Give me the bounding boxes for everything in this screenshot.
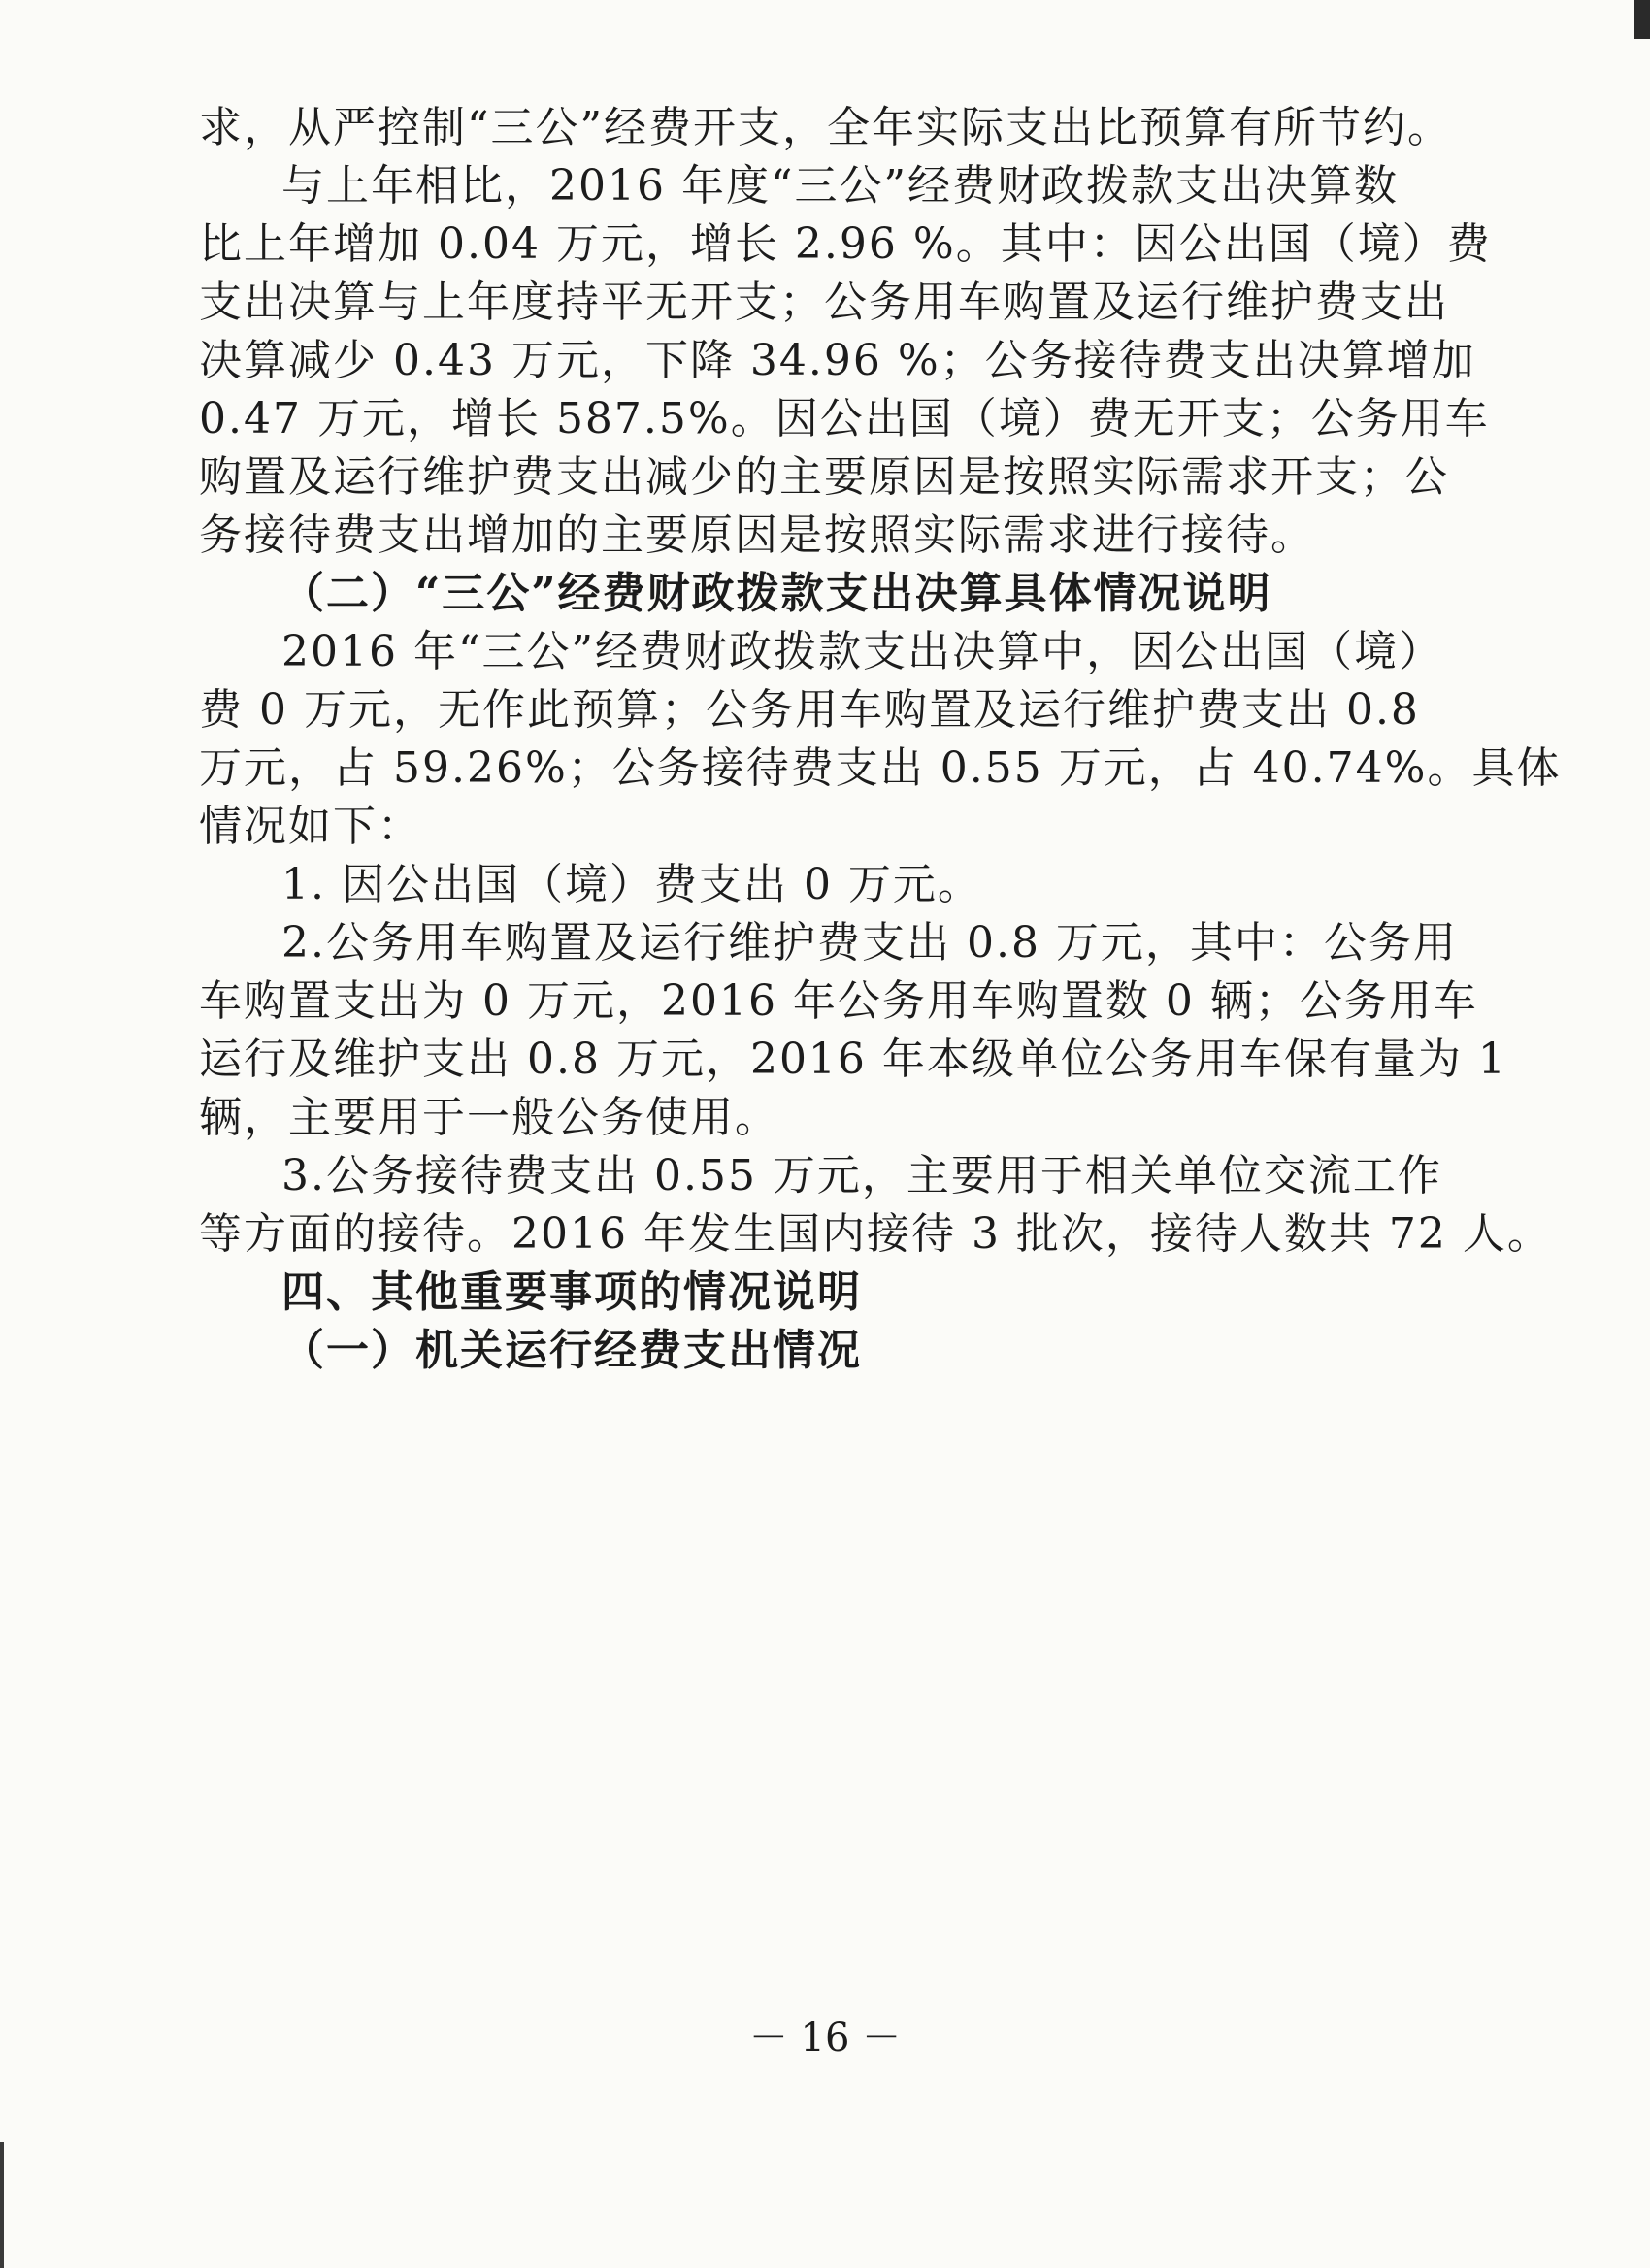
scan-edge-mark xyxy=(0,2142,4,2268)
paragraph-line: 求，从严控制“三公”经费开支，全年实际支出比预算有所节约。 xyxy=(199,103,1452,152)
paragraph-line: 支出决算与上年度持平无开支；公务用车购置及运行维护费支出 xyxy=(199,278,1449,327)
paragraph-line: 万元，占 59.26%；公务接待费支出 0.55 万元，占 40.74%。具体 xyxy=(199,743,1562,793)
paragraph-line: 运行及维护支出 0.8 万元，2016 年本级单位公务用车保有量为 1 xyxy=(199,1035,1507,1084)
paragraph-line: 车购置支出为 0 万元，2016 年公务用车购置数 0 辆；公务用车 xyxy=(199,976,1478,1026)
paragraph-line: 辆，主要用于一般公务使用。 xyxy=(199,1093,779,1142)
page-number: － 16 － xyxy=(748,2016,902,2060)
paragraph-line: 费 0 万元，无作此预算；公务用车购置及运行维护费支出 0.8 xyxy=(199,685,1420,735)
paragraph-line: 务接待费支出增加的主要原因是按照实际需求进行接待。 xyxy=(199,510,1315,560)
list-item: 3.公务接待费支出 0.55 万元，主要用于相关单位交流工作 xyxy=(281,1151,1442,1200)
paragraph-line: 情况如下： xyxy=(199,802,422,851)
paragraph-line: 决算减少 0.43 万元，下降 34.96 %；公务接待费支出决算增加 xyxy=(199,336,1476,385)
section-heading: （二）“三公”经费财政拨款支出决算具体情况说明 xyxy=(281,569,1272,618)
subsection-heading: （一）机关运行经费支出情况 xyxy=(281,1326,862,1375)
paragraph-line: 2016 年“三公”经费财政拨款支出决算中，因公出国（境） xyxy=(281,627,1443,676)
list-item: 1. 因公出国（境）费支出 0 万元。 xyxy=(281,860,982,909)
paragraph-line: 比上年增加 0.04 万元，增长 2.96 %。其中：因公出国（境）费 xyxy=(199,219,1492,269)
paragraph-line: 与上年相比，2016 年度“三公”经费财政拨款支出决算数 xyxy=(281,161,1399,211)
scan-edge-mark xyxy=(1634,0,1650,39)
paragraph-line: 购置及运行维护费支出减少的主要原因是按照实际需求开支；公 xyxy=(199,452,1449,502)
section-heading: 四、其他重要事项的情况说明 xyxy=(281,1267,862,1317)
paragraph-line: 0.47 万元，增长 587.5%。因公出国（境）费无开支；公务用车 xyxy=(199,394,1490,444)
list-item: 2.公务用车购置及运行维护费支出 0.8 万元，其中：公务用 xyxy=(281,918,1458,968)
paragraph-line: 等方面的接待。2016 年发生国内接待 3 批次，接待人数共 72 人。 xyxy=(199,1209,1552,1259)
